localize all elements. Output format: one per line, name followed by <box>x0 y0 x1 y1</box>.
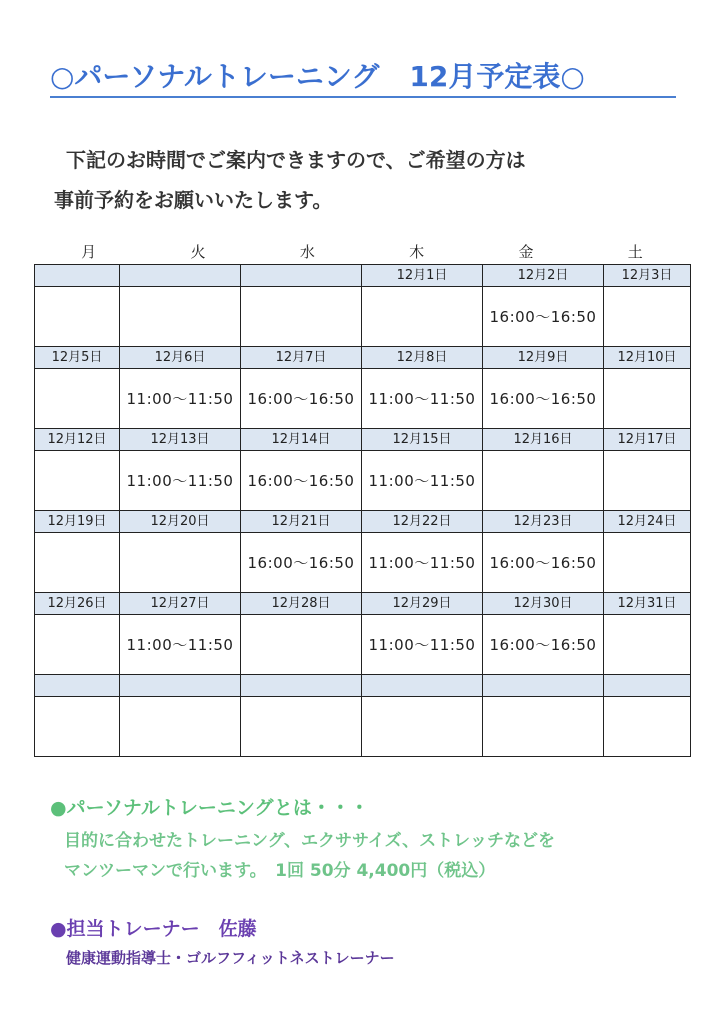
date-cell: 12月17日 <box>604 429 691 451</box>
date-cell: 12月29日 <box>362 593 483 615</box>
date-row <box>35 593 691 615</box>
time-slot-cell <box>35 369 120 429</box>
time-slot-cell <box>604 533 691 593</box>
date-cell: 12月31日 <box>604 593 691 615</box>
date-cell: 12月9日 <box>483 347 604 369</box>
date-cell <box>483 675 604 697</box>
date-cell <box>604 675 691 697</box>
intro-line-2: 事前予約をお願いいたします。 <box>54 188 333 212</box>
date-cell: 12月3日 <box>604 265 691 287</box>
time-slot-cell: 11:00～11:50 <box>120 451 241 511</box>
date-cell <box>120 265 241 287</box>
date-cell: 12月16日 <box>483 429 604 451</box>
date-row <box>35 675 691 697</box>
date-cell <box>241 675 362 697</box>
title-right: 12月予定表○ <box>409 60 585 93</box>
intro-line-1: 下記のお時間でご案内できますので、ご希望の方は <box>66 148 526 172</box>
slot-row <box>35 533 691 593</box>
date-cell: 12月10日 <box>604 347 691 369</box>
date-cell: 12月14日 <box>241 429 362 451</box>
date-cell: 12月6日 <box>120 347 241 369</box>
date-cell: 12月22日 <box>362 511 483 533</box>
about-line-2: マンツーマンで行います。 1回 50分 4,400円（税込） <box>64 861 496 881</box>
weekday-label: 水 <box>299 243 315 261</box>
trainer-heading: ●担当トレーナー 佐藤 <box>50 918 257 940</box>
time-slot-cell <box>483 697 604 757</box>
slot-row <box>35 451 691 511</box>
date-cell <box>35 675 120 697</box>
time-slot-cell: 16:00～16:50 <box>483 533 604 593</box>
date-row <box>35 265 691 287</box>
time-slot-cell: 16:00～16:50 <box>483 615 604 675</box>
time-slot-cell: 16:00～16:50 <box>241 369 362 429</box>
time-slot-cell <box>362 697 483 757</box>
weekday-label: 金 <box>518 243 534 261</box>
about-text <box>64 826 555 886</box>
time-slot-cell <box>35 533 120 593</box>
slot-row <box>35 697 691 757</box>
date-cell: 12月1日 <box>362 265 483 287</box>
time-slot-cell: 11:00～11:50 <box>362 369 483 429</box>
time-slot-cell <box>35 697 120 757</box>
weekday-header <box>34 241 690 263</box>
page-title <box>50 58 676 98</box>
date-cell: 12月8日 <box>362 347 483 369</box>
time-slot-cell: 11:00～11:50 <box>120 615 241 675</box>
intro-text <box>54 140 674 220</box>
time-slot-cell <box>241 287 362 347</box>
time-slot-cell <box>120 533 241 593</box>
date-cell: 12月19日 <box>35 511 120 533</box>
time-slot-cell <box>604 697 691 757</box>
date-cell: 12月5日 <box>35 347 120 369</box>
time-slot-cell <box>120 697 241 757</box>
time-slot-cell <box>604 369 691 429</box>
date-cell: 12月15日 <box>362 429 483 451</box>
date-cell <box>35 265 120 287</box>
time-slot-cell: 16:00～16:50 <box>483 369 604 429</box>
time-slot-cell: 16:00～16:50 <box>241 451 362 511</box>
time-slot-cell: 16:00～16:50 <box>241 533 362 593</box>
date-cell: 12月13日 <box>120 429 241 451</box>
date-cell: 12月30日 <box>483 593 604 615</box>
time-slot-cell: 11:00～11:50 <box>120 369 241 429</box>
date-cell: 12月2日 <box>483 265 604 287</box>
time-slot-cell <box>241 615 362 675</box>
time-slot-cell: 11:00～11:50 <box>362 533 483 593</box>
date-cell <box>241 265 362 287</box>
date-cell: 12月20日 <box>120 511 241 533</box>
date-cell: 12月21日 <box>241 511 362 533</box>
time-slot-cell <box>120 287 241 347</box>
slot-row <box>35 369 691 429</box>
time-slot-cell: 16:00～16:50 <box>483 287 604 347</box>
date-cell: 12月12日 <box>35 429 120 451</box>
trainer-credentials: 健康運動指導士・ゴルフフィットネストレーナー <box>66 949 395 967</box>
date-row <box>35 429 691 451</box>
weekday-label: 火 <box>190 243 206 261</box>
time-slot-cell <box>604 451 691 511</box>
time-slot-cell <box>35 451 120 511</box>
weekday-label: 月 <box>81 243 97 261</box>
date-cell: 12月28日 <box>241 593 362 615</box>
time-slot-cell <box>35 287 120 347</box>
date-cell: 12月24日 <box>604 511 691 533</box>
date-cell: 12月27日 <box>120 593 241 615</box>
time-slot-cell: 11:00～11:50 <box>362 451 483 511</box>
slot-row <box>35 615 691 675</box>
about-heading: ●パーソナルトレーニングとは・・・ <box>50 797 369 819</box>
date-cell: 12月7日 <box>241 347 362 369</box>
date-cell <box>120 675 241 697</box>
time-slot-cell <box>604 287 691 347</box>
about-line-1: 目的に合わせたトレーニング、エクササイズ、ストレッチなどを <box>64 831 555 851</box>
time-slot-cell: 11:00～11:50 <box>362 615 483 675</box>
date-cell: 12月23日 <box>483 511 604 533</box>
date-row <box>35 347 691 369</box>
time-slot-cell <box>35 615 120 675</box>
time-slot-cell <box>362 287 483 347</box>
weekday-label: 木 <box>409 243 425 261</box>
time-slot-cell <box>483 451 604 511</box>
slot-row <box>35 287 691 347</box>
weekday-label: 土 <box>627 243 643 261</box>
time-slot-cell <box>241 697 362 757</box>
time-slot-cell <box>604 615 691 675</box>
schedule-calendar <box>34 264 691 757</box>
date-cell <box>362 675 483 697</box>
title-left: ○パーソナルトレーニング <box>50 60 380 93</box>
date-row <box>35 511 691 533</box>
date-cell: 12月26日 <box>35 593 120 615</box>
